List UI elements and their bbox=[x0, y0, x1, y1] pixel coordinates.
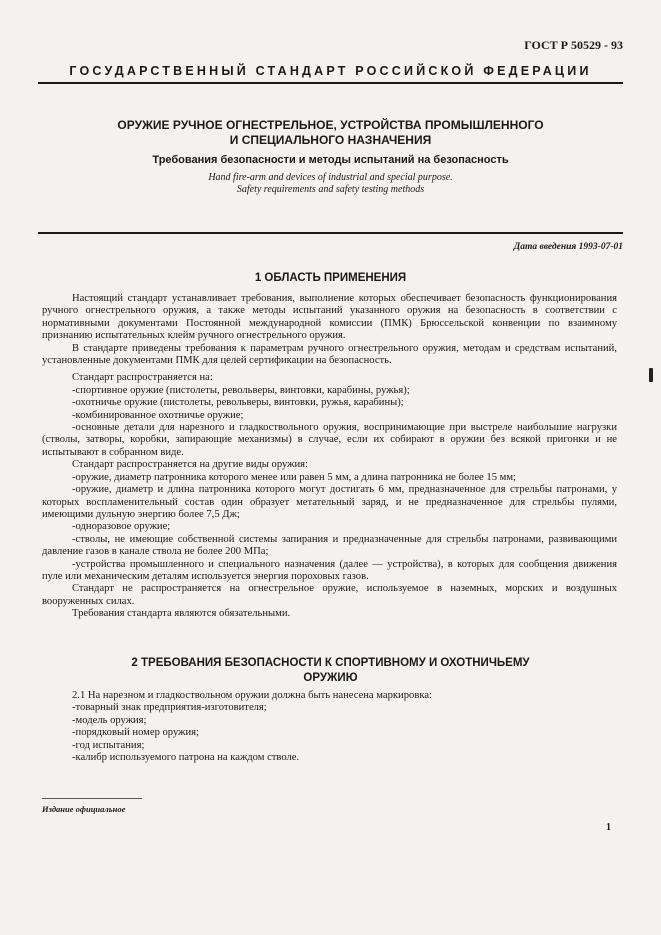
header-rule bbox=[38, 82, 623, 84]
list-item: -одноразовое оружие; bbox=[72, 521, 171, 533]
paragraph: Стандарт распространяется на другие виды оружия: bbox=[72, 459, 308, 471]
date-of-introduction: Дата введения 1993-07-01 bbox=[513, 242, 623, 252]
list-item: -комбинированное охотничье оружие; bbox=[72, 409, 244, 421]
footer-rule bbox=[42, 798, 142, 799]
list-item: -порядковый номер оружия; bbox=[72, 727, 199, 739]
edition-label: Издание официальное bbox=[42, 804, 126, 814]
title-block bbox=[60, 118, 601, 196]
list-item: -оружие, диаметр патронника которого менее или равен 5 мм, а длина патронника не более 15 мм; bbox=[72, 471, 516, 483]
section-2-heading-line-2: ОРУЖИЮ bbox=[303, 672, 358, 684]
section-1-body bbox=[42, 293, 617, 621]
list-item: -модель оружия; bbox=[72, 714, 147, 726]
section-1-heading: 1 ОБЛАСТЬ ПРИМЕНЕНИЯ bbox=[254, 272, 407, 284]
title-line-1: ОРУЖИЕ РУЧНОЕ ОГНЕСТРЕЛЬНОЕ, УСТРОЙСТВА ПРОМЫШЛЕННОГО bbox=[117, 118, 544, 132]
list-item: -год испытания; bbox=[72, 739, 145, 751]
list-item: -оружие, диаметр и длина патронника которого могут достигать 6 мм, предназначенное для стрельбы патронами, у которых воспламенительный состав один образует метательный заряд, и не предназначенное для стрельбы пулями, имеющими дульную энергию более 7,5 Дж; bbox=[42, 484, 617, 520]
paragraph: Настоящий стандарт устанавливает требования, выполнение которых обеспечивает безопасность функционирования ручного огнестрельного оружия, а также методы испытаний указанного оружия на безопасность в соответствии с нормативными документами Постоянной международной комиссии (ПМК) Брюссельской конвенции по взаимному признанию испытательных клейм ручного огнестрельного оружия. bbox=[42, 293, 617, 342]
list-item: -основные детали для нарезного и гладкоствольного оружия, воспринимающие при выстреле наибольшие нагрузки (стволы, затворы, коробки, запирающие механизмы) в случае, если их собирают в оружии без всякой пригонки и не испытывают в собранном виде. bbox=[42, 422, 617, 458]
title-line-2: И СПЕЦИАЛЬНОГО НАЗНАЧЕНИЯ bbox=[229, 133, 432, 147]
subtitle: Требования безопасности и методы испытаний на безопасность bbox=[152, 154, 509, 166]
list-item: -калибр используемого патрона на каждом стволе. bbox=[72, 752, 300, 764]
paragraph: Требования стандарта являются обязательными. bbox=[72, 608, 291, 620]
english-title-line-2: Safety requirements and safety testing methods bbox=[236, 184, 425, 195]
page-number: 1 bbox=[606, 822, 611, 833]
english-title-line-1: Hand fire-arm and devices of industrial and special purpose. bbox=[208, 172, 453, 183]
state-standard-banner: ГОСУДАРСТВЕННЫЙ СТАНДАРТ РОССИЙСКОЙ ФЕДЕРАЦИИ bbox=[69, 64, 592, 78]
section-2-body bbox=[42, 690, 617, 764]
section-2-heading-line-1: 2 ТРЕБОВАНИЯ БЕЗОПАСНОСТИ К СПОРТИВНОМУ И ОХОТНИЧЬЕМУ bbox=[131, 657, 530, 669]
paragraph: В стандарте приведены требования к параметрам ручного огнестрельного оружия, методам и средствам испытаний, установленные документами ПМК для целей сертификации на безопасность. bbox=[42, 342, 617, 367]
list-item: -устройства промышленного и специального назначения (далее — устройства), в которых для сообщения движения пуле или механическим деталям используется энергия пороховых газов. bbox=[42, 558, 617, 582]
list-item: -спортивное оружие (пистолеты, револьверы, винтовки, карабины, ружья); bbox=[72, 384, 410, 396]
section-2-heading bbox=[40, 656, 621, 686]
paragraph: Стандарт распространяется на: bbox=[72, 372, 213, 384]
document-code: ГОСТ Р 50529 - 93 bbox=[524, 38, 623, 52]
list-item: -охотничье оружие (пистолеты, револьверы, винтовки, ружья, карабины); bbox=[72, 397, 404, 409]
paragraph: Стандарт не распространяется на огнестрельное оружие, используемое в наземных, морских и воздушных вооруженных силах. bbox=[42, 583, 617, 607]
paragraph: 2.1 На нарезном и гладкоствольном оружии должна быть нанесена маркировка: bbox=[72, 690, 432, 701]
list-item: -стволы, не имеющие собственной системы запирания и предназначенные для стрельбы патронами, развивающими давление газов в канале ствола не более 200 МПа; bbox=[42, 533, 617, 558]
margin-mark bbox=[649, 368, 653, 382]
list-item: -товарный знак предприятия-изготовителя; bbox=[72, 702, 267, 714]
title-rule bbox=[38, 232, 623, 234]
